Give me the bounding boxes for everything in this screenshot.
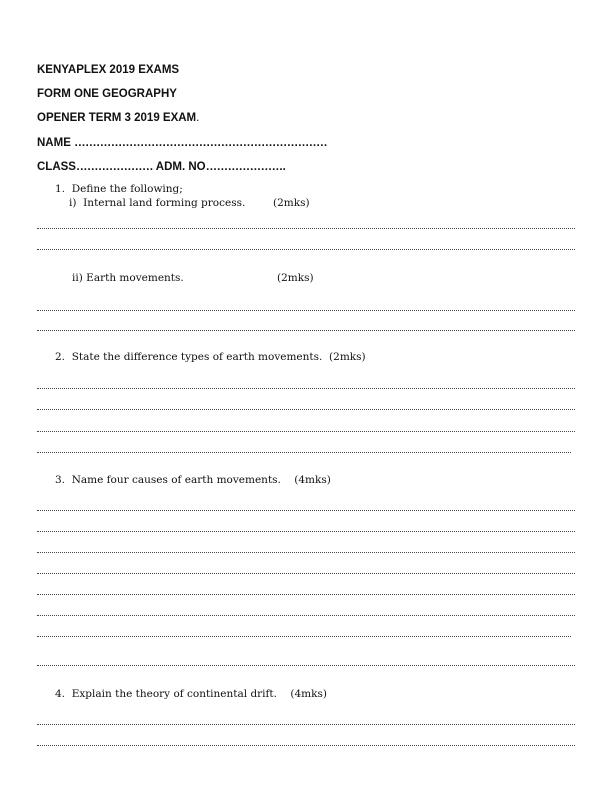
- name-label: NAME: [37, 137, 71, 149]
- answer-line[interactable]: [37, 310, 575, 311]
- question-1-part-i: [69, 197, 245, 209]
- answer-line[interactable]: [37, 531, 575, 532]
- name-blank[interactable]: ……………………………………………………………: [74, 137, 328, 149]
- answer-line[interactable]: [37, 228, 575, 229]
- class-label: CLASS: [37, 161, 76, 173]
- answer-line[interactable]: [37, 330, 575, 331]
- adm-label: ADM. NO: [155, 161, 206, 173]
- question-text: Name four causes of earth movements.: [71, 474, 281, 486]
- answer-line[interactable]: [37, 388, 575, 389]
- question-marks: (2mks): [329, 351, 366, 363]
- answer-line[interactable]: [37, 615, 575, 616]
- exam-title-text: OPENER TERM 3 2019 EXAM: [37, 112, 197, 124]
- question-1-part-ii: [72, 272, 184, 284]
- answer-line[interactable]: [37, 249, 575, 250]
- school-title: KENYAPLEX 2019 EXAMS: [37, 64, 180, 76]
- answer-line[interactable]: [37, 636, 571, 637]
- exam-title: [37, 112, 199, 124]
- part-label: i): [69, 197, 77, 209]
- answer-line[interactable]: [37, 745, 575, 746]
- question-text: Define the following;: [71, 183, 183, 195]
- question-number: 2.: [55, 351, 66, 363]
- question-text: State the difference types of earth movements.: [71, 351, 323, 363]
- question-number: 4.: [55, 688, 66, 700]
- question-1-part-ii-marks: (2mks): [277, 272, 314, 284]
- exam-title-period: .: [196, 112, 200, 124]
- answer-line[interactable]: [37, 431, 575, 432]
- class-adm-field[interactable]: [37, 161, 285, 173]
- answer-line[interactable]: [37, 665, 575, 666]
- question-4: [55, 688, 327, 700]
- question-number: 1.: [55, 183, 66, 195]
- question-marks: (4mks): [290, 688, 327, 700]
- question-text: Explain the theory of continental drift.: [71, 688, 277, 700]
- part-label: ii): [72, 272, 83, 284]
- part-text: Earth movements.: [86, 272, 184, 284]
- answer-line[interactable]: [37, 594, 575, 595]
- answer-line[interactable]: [37, 573, 575, 574]
- question-1-part-i-marks: (2mks): [273, 197, 310, 209]
- answer-line[interactable]: [37, 552, 575, 553]
- question-number: 3.: [55, 474, 66, 486]
- answer-line[interactable]: [37, 510, 575, 511]
- answer-line[interactable]: [37, 724, 575, 725]
- class-blank[interactable]: …………………: [75, 161, 153, 173]
- question-2: [55, 351, 366, 363]
- question-marks: (4mks): [294, 474, 331, 486]
- adm-blank[interactable]: ………………….: [205, 161, 286, 173]
- answer-line[interactable]: [37, 409, 575, 410]
- question-1: [55, 183, 183, 195]
- name-field[interactable]: [37, 137, 327, 149]
- subject-title: FORM ONE GEOGRAPHY: [37, 88, 177, 100]
- answer-line[interactable]: [37, 452, 571, 453]
- part-text: Internal land forming process.: [83, 197, 246, 209]
- question-3: [55, 474, 331, 486]
